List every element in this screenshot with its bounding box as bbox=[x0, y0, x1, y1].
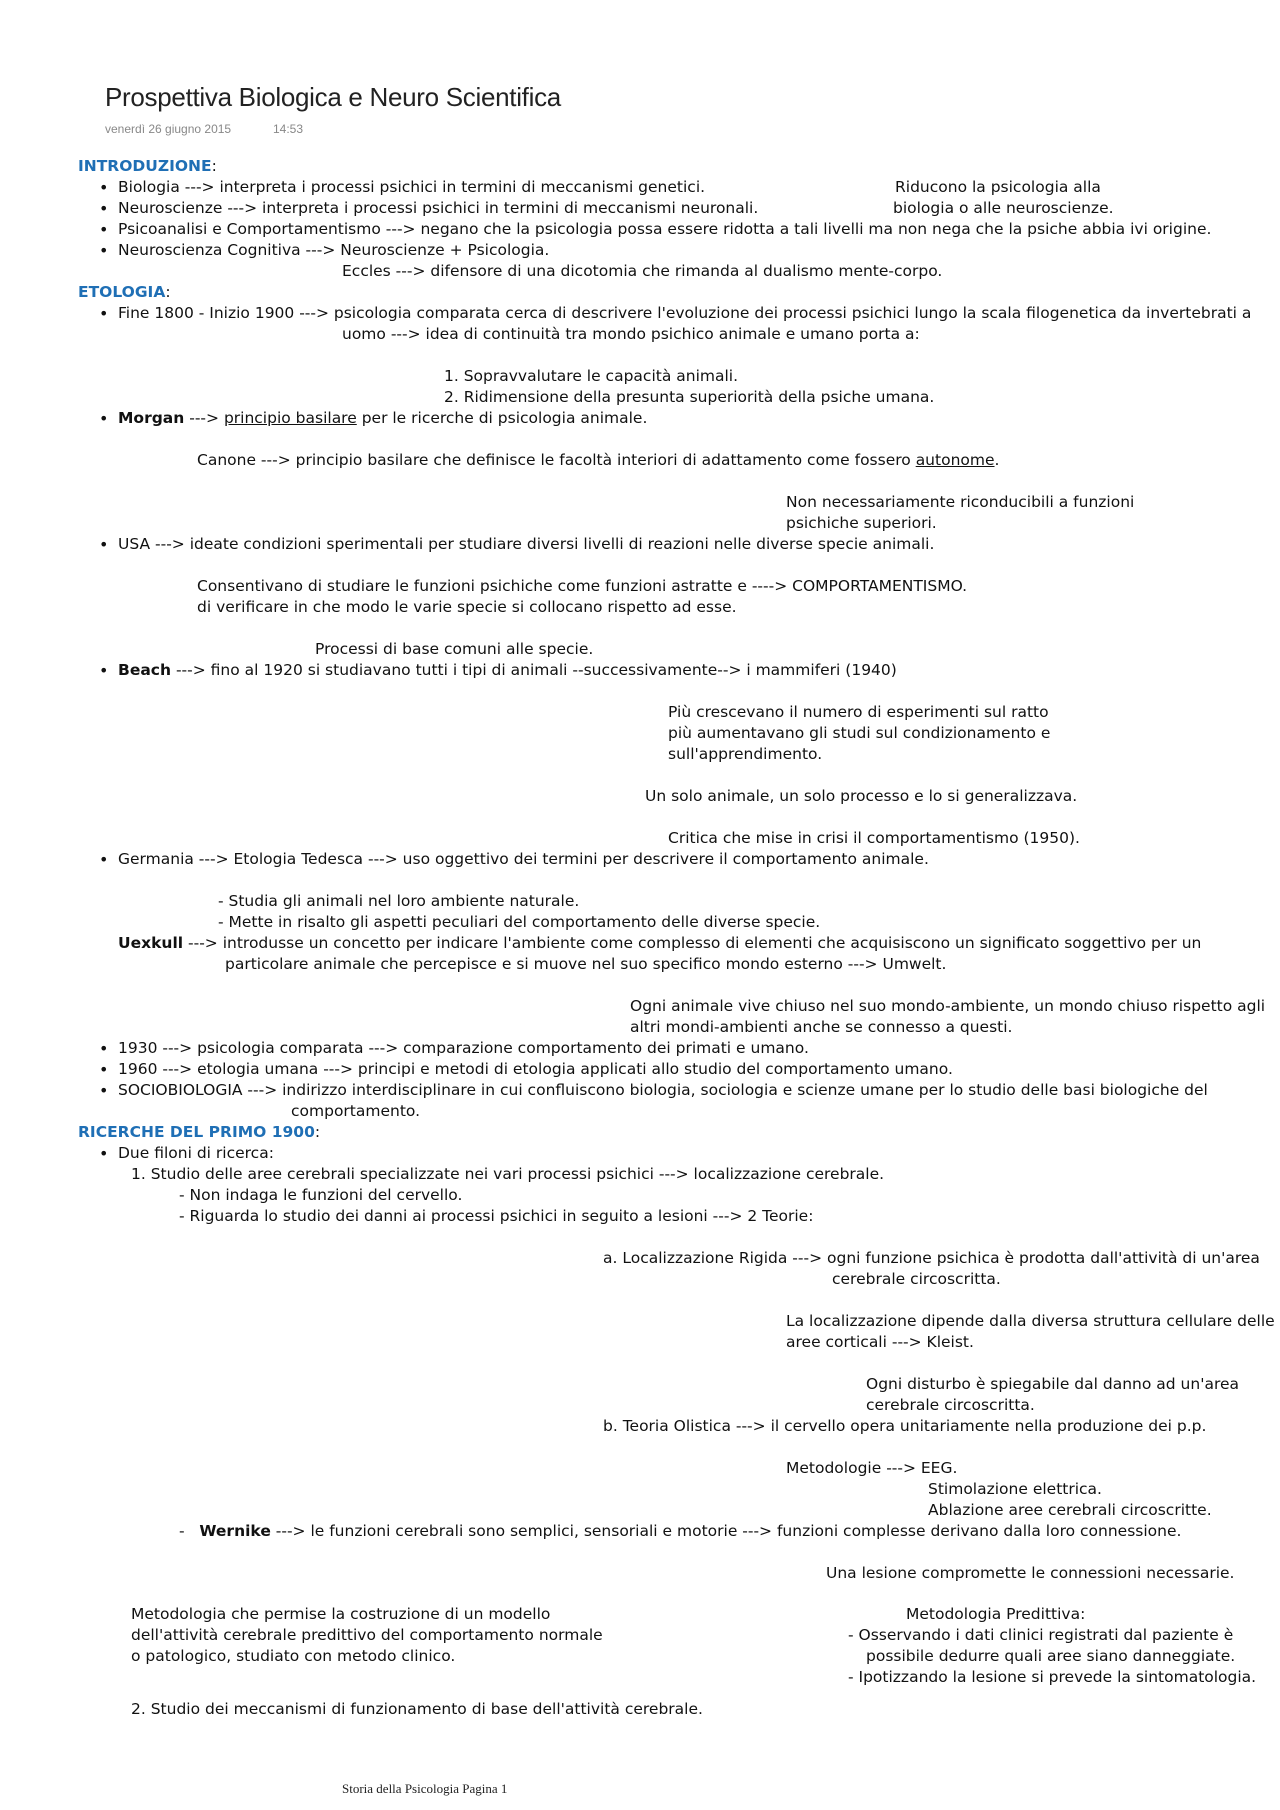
list-item: • SOCIOBIOLOGIA ---> indirizzo interdisciplinare in cui confluiscono biologia, sociologia e scienze umane per lo studio delle basi biologiche del bbox=[118, 1080, 1208, 1101]
side-note: Stimolazione elettrica. bbox=[928, 1480, 1102, 1498]
note: Consentivano di studiare le funzioni psichiche come funzioni astratte e ----> COMPORTAMENTISMO. bbox=[197, 577, 968, 595]
side-note: Non necessariamente riconducibili a funzioni bbox=[786, 493, 1135, 511]
dash-item-continuation: possibile dedurre quali aree siano danneggiate. bbox=[866, 1647, 1236, 1665]
side-note: Più crescevano il numero di esperimenti sul ratto bbox=[668, 703, 1049, 721]
note: Processi di base comuni alle specie. bbox=[315, 640, 594, 658]
numbered-item: 1. Studio delle aree cerebrali specializzate nei vari processi psichici ---> localizzazione cerebrale. bbox=[131, 1165, 885, 1183]
side-note: Ogni disturbo è spiegabile dal danno ad un'area bbox=[866, 1375, 1240, 1393]
side-note: Una lesione compromette le connessioni necessarie. bbox=[826, 1564, 1235, 1582]
page-date: venerdì 26 giugno 2015 bbox=[105, 122, 232, 136]
page-title: Prospettiva Biologica e Neuro Scientifica bbox=[105, 82, 561, 112]
side-note: cerebrale circoscritta. bbox=[866, 1396, 1035, 1414]
note: Eccles ---> difensore di una dicotomia che rimanda al dualismo mente-corpo. bbox=[342, 262, 943, 280]
note: dell'attività cerebrale predittivo del comportamento normale bbox=[131, 1626, 603, 1644]
list-item: • Due filoni di ricerca: bbox=[118, 1143, 274, 1164]
lettered-item: a. Localizzazione Rigida ---> ogni funzione psichica è prodotta dall'attività di un'area bbox=[603, 1249, 1260, 1267]
list-item: • Biologia ---> interpreta i processi psichici in termini di meccanismi genetici. bbox=[118, 177, 705, 198]
list-item: • Neuroscienze ---> interpreta i processi psichici in termini di meccanismi neuronali. bbox=[118, 198, 758, 219]
section-heading-introduzione: INTRODUZIONE: bbox=[78, 157, 217, 175]
numbered-item: 2. Studio dei meccanismi di funzionamento di base dell'attività cerebrale. bbox=[131, 1700, 703, 1718]
side-note: Un solo animale, un solo processo e lo si generalizzava. bbox=[645, 787, 1078, 805]
list-item: • Morgan ---> principio basilare per le ricerche di psicologia animale. bbox=[118, 408, 647, 429]
side-heading: Metodologia Predittiva: bbox=[906, 1605, 1086, 1623]
side-note: La localizzazione dipende dalla diversa struttura cellulare delle bbox=[786, 1312, 1275, 1330]
list-item: • Germania ---> Etologia Tedesca ---> uso oggettivo dei termini per descrivere il comportamento animale. bbox=[118, 849, 929, 870]
side-note: più aumentavano gli studi sul condizionamento e bbox=[668, 724, 1051, 742]
numbered-item: 2. Ridimensione della presunta superiorità della psiche umana. bbox=[444, 388, 935, 406]
list-item: • 1930 ---> psicologia comparata ---> comparazione comportamento dei primati e umano. bbox=[118, 1038, 809, 1059]
note: o patologico, studiato con metodo clinico. bbox=[131, 1647, 456, 1665]
section-heading-etologia: ETOLOGIA: bbox=[78, 283, 171, 301]
page-footer: Storia della Psicologia Pagina 1 bbox=[342, 1781, 508, 1796]
dash-item: - Osservando i dati clinici registrati dal paziente è bbox=[848, 1626, 1234, 1644]
dash-item: - Riguarda lo studio dei danni ai processi psichici in seguito a lesioni ---> 2 Teorie: bbox=[179, 1207, 814, 1225]
dash-item: - Wernike ---> le funzioni cerebrali sono semplici, sensoriali e motorie ---> funzioni complesse derivano dalla loro connessione. bbox=[179, 1522, 1182, 1540]
side-note: altri mondi-ambienti anche se connesso a questi. bbox=[630, 1018, 1013, 1036]
note: Canone ---> principio basilare che definisce le facoltà interiori di adattamento come fossero autonome. bbox=[197, 451, 1000, 469]
side-note: Ogni animale vive chiuso nel suo mondo-ambiente, un mondo chiuso rispetto agli bbox=[630, 997, 1266, 1015]
lettered-item: b. Teoria Olistica ---> il cervello opera unitariamente nella produzione dei p.p. bbox=[603, 1417, 1207, 1435]
list-item: • USA ---> ideate condizioni sperimentali per studiare diversi livelli di reazioni nelle diverse specie animali. bbox=[118, 534, 934, 555]
dash-item: - Studia gli animali nel loro ambiente naturale. bbox=[218, 892, 580, 910]
list-item: • Beach ---> fino al 1920 si studiavano tutti i tipi di animali --successivamente--> i mammiferi (1940) bbox=[118, 660, 897, 681]
list-item: • Neuroscienza Cognitiva ---> Neuroscienze + Psicologia. bbox=[118, 240, 549, 261]
page-time: 14:53 bbox=[273, 122, 304, 136]
numbered-item: 1. Sopravvalutare le capacità animali. bbox=[444, 367, 739, 385]
list-item: • Psicoanalisi e Comportamentismo ---> negano che la psicologia possa essere ridotta a tali livelli ma non nega che la psiche abbia ivi origine. bbox=[118, 219, 1211, 240]
side-note: Critica che mise in crisi il comportamentismo (1950). bbox=[668, 829, 1080, 847]
side-note: biologia o alle neuroscienze. bbox=[893, 199, 1114, 217]
lettered-item-continuation: cerebrale circoscritta. bbox=[832, 1270, 1001, 1288]
dash-item: - Non indaga le funzioni del cervello. bbox=[179, 1186, 463, 1204]
list-item: • 1960 ---> etologia umana ---> principi e metodi di etologia applicati allo studio del comportamento umano. bbox=[118, 1059, 953, 1080]
side-note: Metodologie ---> EEG. bbox=[786, 1459, 958, 1477]
dash-item: - Ipotizzando la lesione si prevede la sintomatologia. bbox=[848, 1668, 1257, 1686]
note: di verificare in che modo le varie specie si collocano rispetto ad esse. bbox=[197, 598, 737, 616]
note: Uexkull ---> introdusse un concetto per indicare l'ambiente come complesso di elementi che acquisiscono un significato soggettivo per un bbox=[118, 934, 1202, 952]
side-note: aree corticali ---> Kleist. bbox=[786, 1333, 974, 1351]
section-heading-ricerche: RICERCHE DEL PRIMO 1900: bbox=[78, 1123, 321, 1141]
list-item-continuation: uomo ---> idea di continuità tra mondo psichico animale e umano porta a: bbox=[342, 325, 920, 343]
note: Metodologia che permise la costruzione di un modello bbox=[131, 1605, 551, 1623]
side-note: Ablazione aree cerebrali circoscritte. bbox=[928, 1501, 1212, 1519]
side-note: sull'apprendimento. bbox=[668, 745, 823, 763]
side-note: Riducono la psicologia alla bbox=[895, 178, 1101, 196]
dash-item: - Mette in risalto gli aspetti peculiari del comportamento delle diverse specie. bbox=[218, 913, 821, 931]
note-continuation: particolare animale che percepisce e si muove nel suo specifico mondo esterno ---> Umwelt. bbox=[225, 955, 947, 973]
list-item: • Fine 1800 - Inizio 1900 ---> psicologia comparata cerca di descrivere l'evoluzione dei processi psichici lungo la scala filogenetica da invertebrati a bbox=[118, 303, 1251, 324]
side-note: psichiche superiori. bbox=[786, 514, 937, 532]
list-item-continuation: comportamento. bbox=[291, 1102, 421, 1120]
